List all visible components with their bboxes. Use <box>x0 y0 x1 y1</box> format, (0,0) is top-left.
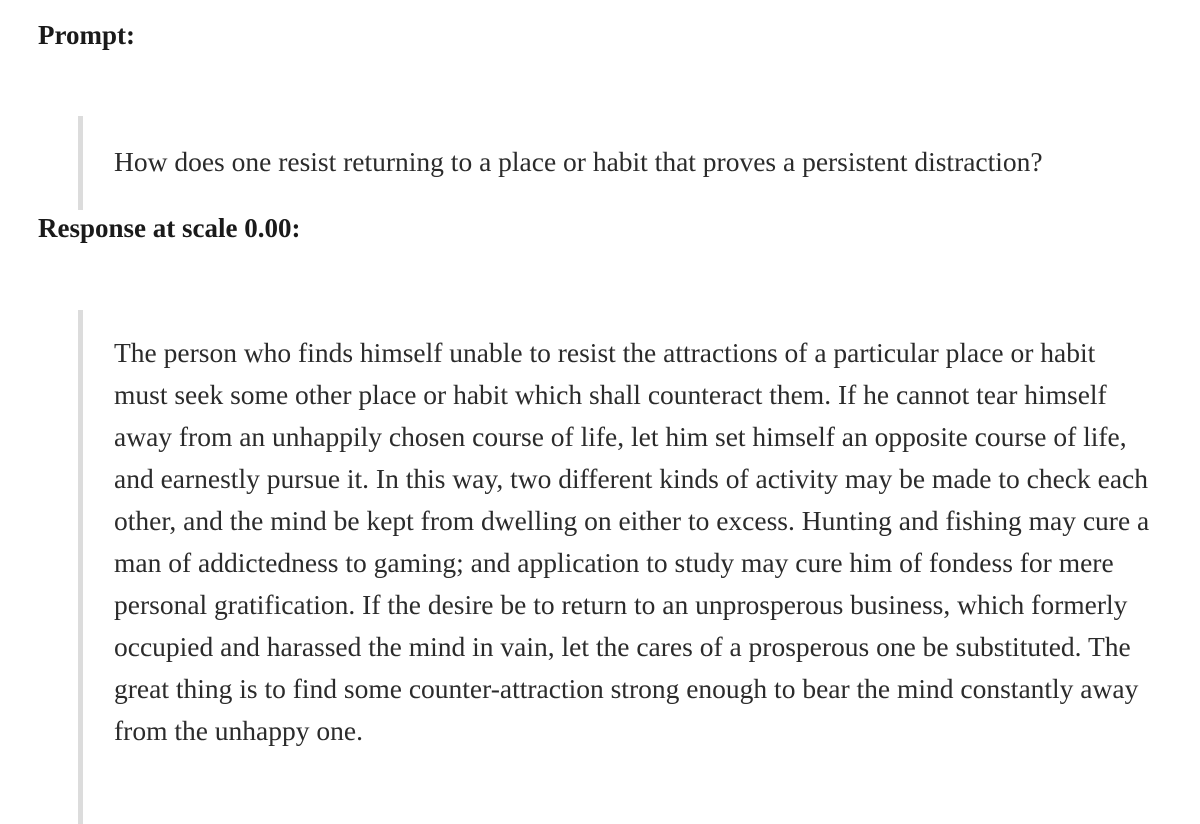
response-heading: Response at scale 0.00: <box>38 213 301 243</box>
prompt-text: How does one resist returning to a place or habit that proves a persistent distraction? <box>114 145 1043 177</box>
prompt-blockquote <box>78 116 1200 210</box>
prompt-heading: Prompt: <box>38 20 135 50</box>
response-text: The person who finds himself unable to resist the attractions of a particular place or habit must seek some other place or habit which shall counteract them. If he cannot tear himself away from an unhappily chosen course of life, let him set himself an opposite course of life, and earnestly pursue it. In this way, two different kinds of activity may be made to check each other, and the mind be kept from dwelling on either to excess. Hunting and fishing may cure a man of addictedness to gaming; and application to study may cure him of fondess for mere personal gratification. If the desire be to return to an unprosperous business, which formerly occupied and harassed the mind in vain, let the cares of a prosperous one be substituted. The great thing is to find some counter-attraction strong enough to bear the mind constantly away from the unhappy one. <box>114 336 1150 746</box>
response-blockquote <box>78 310 1189 824</box>
